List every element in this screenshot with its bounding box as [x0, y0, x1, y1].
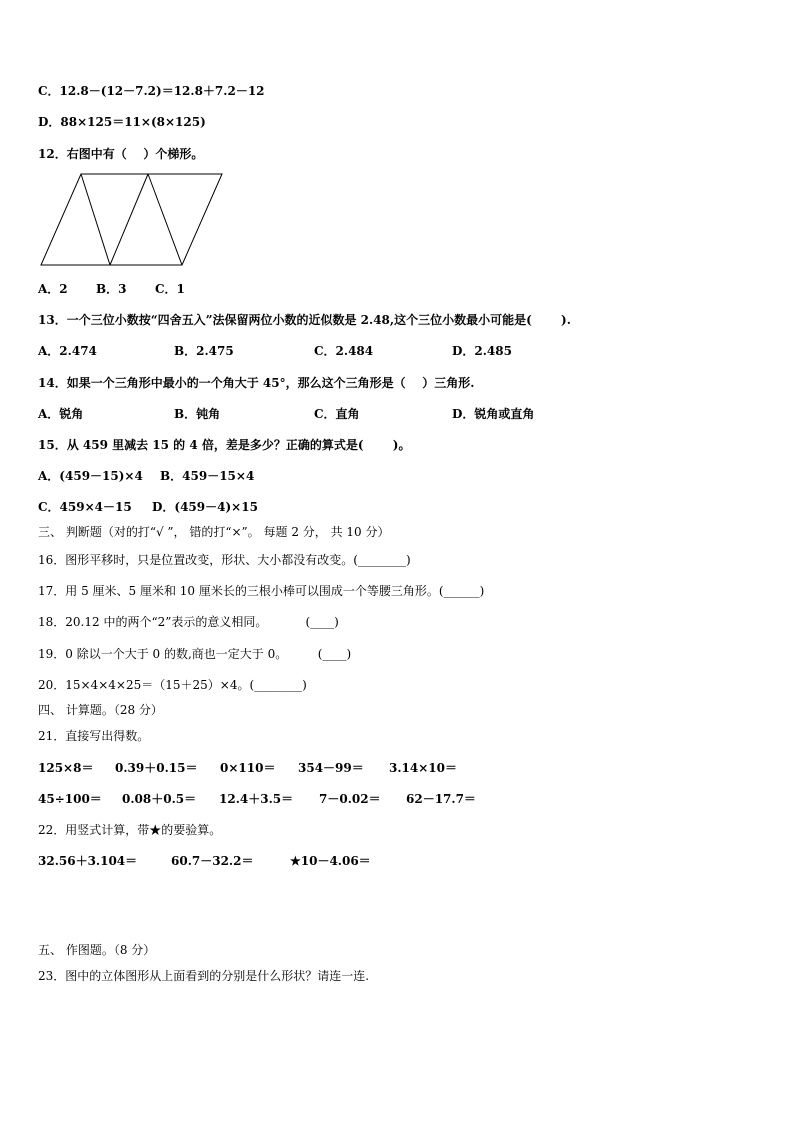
calc-item: 0×110＝ [220, 761, 276, 775]
section-3-heading: 三、 判断题（对的打“√ ”， 错的打“×”。 每题 2 分， 共 10 分） [38, 525, 390, 539]
calc-item: 32.56＋3.104＝ [38, 854, 138, 868]
question-17: 17．用 5 厘米、5 厘米和 10 厘米长的三根小棒可以围成一个等腰三角形。(______) [38, 584, 485, 598]
calc-row-1 [38, 760, 758, 776]
question-13: 13．一个三位小数按“四舍五入”法保留两位小数的近似数是 2.48,这个三位小数最小可能是( ). [38, 313, 571, 327]
calc-item: 12.4＋3.5＝ [219, 792, 294, 806]
calc-item: 45÷100＝ [38, 792, 102, 806]
section-4-heading: 四、 计算题。（28 分） [38, 703, 163, 717]
section-5-heading: 五、 作图题。（8 分） [38, 943, 156, 957]
option-a[interactable]: A．2 [38, 282, 68, 296]
option-b[interactable]: B．钝角 [174, 407, 221, 421]
option-c[interactable]: C．直角 [314, 407, 360, 421]
calc-item: 62－17.7＝ [406, 792, 476, 806]
option-d-line: D．88×125＝11×(8×125) [38, 115, 206, 129]
option-c-line: C．12.8－(12－7.2)＝12.8＋7.2－12 [38, 84, 265, 98]
question-16: 16．图形平移时，只是位置改变，形状、大小都没有改变。(________) [38, 553, 411, 567]
option-d[interactable]: D．(459－4)×15 [152, 500, 258, 514]
option-b[interactable]: B．2.475 [174, 344, 234, 358]
calc-item: 125×8＝ [38, 761, 94, 775]
question-15-options-2 [38, 499, 758, 515]
option-c[interactable]: C．2.484 [314, 344, 374, 358]
question-21: 21．直接写出得数。 [38, 729, 150, 743]
option-a[interactable]: A．锐角 [38, 407, 84, 421]
option-d[interactable]: D．锐角或直角 [452, 407, 535, 421]
question-23: 23．图中的立体图形从上面看到的分别是什么形状？请连一连. [38, 969, 370, 983]
calc-item: ★10－4.06＝ [290, 854, 371, 868]
question-12-options [38, 281, 758, 297]
calc-item: 3.14×10＝ [389, 761, 457, 775]
question-15-options-1 [38, 468, 758, 484]
calc-item: 354－99＝ [298, 761, 364, 775]
option-a[interactable]: A．(459－15)×4 [38, 469, 143, 483]
option-d[interactable]: D．2.485 [452, 344, 512, 358]
question-18: 18．20.12 中的两个“2”表示的意义相同。 (____) [38, 615, 339, 629]
calc-row-2 [38, 791, 758, 807]
calc-item: 60.7－32.2＝ [171, 854, 254, 868]
question-20: 20．15×4×4×25＝（15＋25）×4。(________) [38, 678, 307, 692]
option-b[interactable]: B．3 [96, 282, 127, 296]
question-14: 14．如果一个三角形中最小的一个角大于 45°，那么这个三角形是（ ）三角形. [38, 376, 475, 390]
question-22: 22．用竖式计算，带★的要验算。 [38, 823, 222, 837]
question-12: 12．右图中有（ ）个梯形。 [38, 147, 204, 161]
trapezoid-figure [38, 172, 224, 268]
calc-item: 0.08＋0.5＝ [122, 792, 197, 806]
question-19: 19．0 除以一个大于 0 的数,商也一定大于 0。 (____) [38, 647, 352, 661]
option-c[interactable]: C．459×4－15 [38, 500, 132, 514]
calc-row-3 [38, 853, 758, 869]
calc-item: 0.39＋0.15＝ [115, 761, 198, 775]
question-15: 15．从 459 里减去 15 的 4 倍，差是多少？正确的算式是( )。 [38, 438, 411, 452]
question-14-options [38, 406, 758, 422]
option-b[interactable]: B．459－15×4 [160, 469, 255, 483]
question-13-options [38, 343, 758, 359]
calc-item: 7－0.02＝ [319, 792, 381, 806]
option-c[interactable]: C．1 [155, 282, 185, 296]
option-a[interactable]: A．2.474 [38, 344, 97, 358]
